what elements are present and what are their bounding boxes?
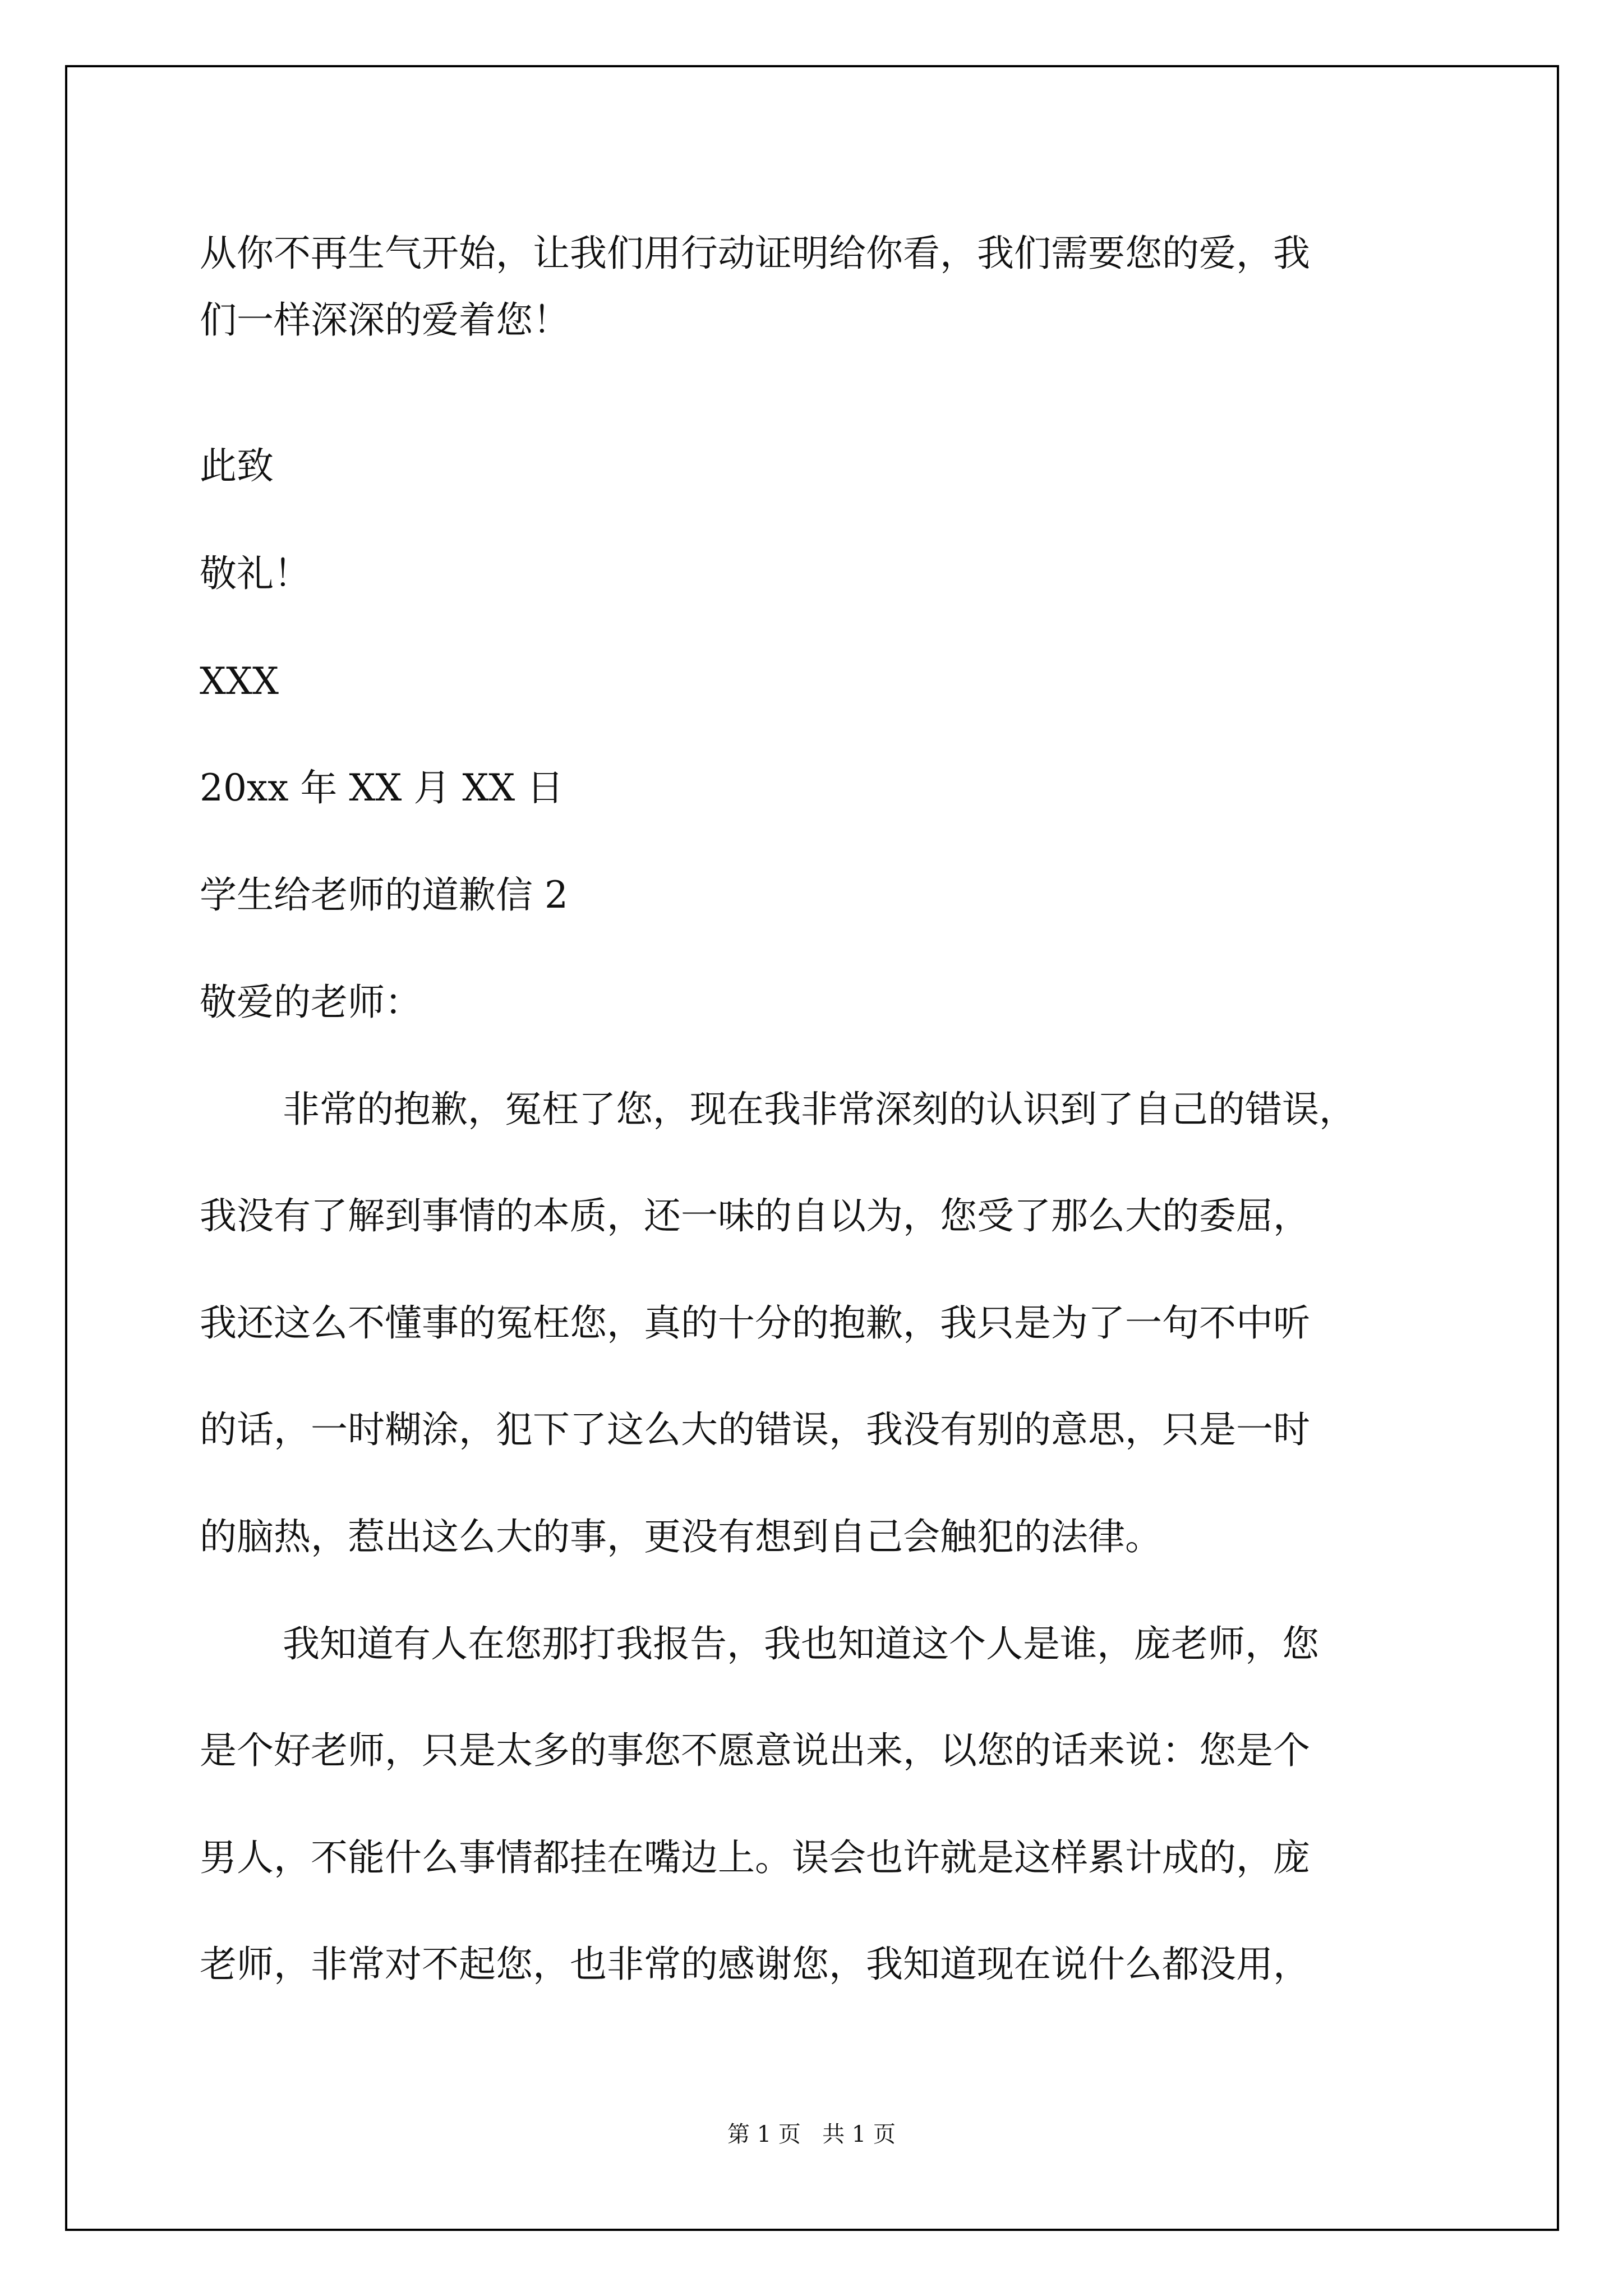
- closing-salutation: 此致: [200, 444, 274, 487]
- text-line: 从你不再生气开始，让我们用行动证明给你看，我们需要您的爱，我: [200, 232, 1310, 275]
- text-line: 是个好老师，只是太多的事您不愿意说出来，以您的话来说：您是个: [200, 1729, 1310, 1772]
- text-line: 们一样深深的爱着您！: [200, 298, 570, 342]
- letter-date: 20xx 年 XX 月 XX 日: [200, 766, 564, 809]
- text-line: 我还这么不懂事的冤枉您，真的十分的抱歉，我只是为了一句不中听: [200, 1301, 1310, 1345]
- section-heading: 学生给老师的道歉信 2: [200, 873, 568, 917]
- page-number-footer: 第 1 页 共 1 页: [727, 2122, 896, 2147]
- text-line: 老师，非常对不起您，也非常的感谢您，我知道现在说什么都没用，: [200, 1943, 1310, 1986]
- text-line: 我没有了解到事情的本质，还一味的自以为，您受了那么大的委屈，: [200, 1194, 1310, 1237]
- text-line: 的话，一时糊涂，犯下了这么大的错误，我没有别的意思，只是一时: [200, 1408, 1310, 1451]
- page-border: [65, 65, 1559, 2231]
- text-line: 我知道有人在您那打我报告，我也知道这个人是谁，庞老师，您: [283, 1622, 1319, 1665]
- letter-greeting: 敬爱的老师：: [200, 981, 422, 1024]
- text-line: 的脑热，惹出这么大的事，更没有想到自己会触犯的法律。: [200, 1515, 1162, 1558]
- signature-name: XXX: [200, 660, 279, 703]
- text-line: 非常的抱歉，冤枉了您，现在我非常深刻的认识到了自己的错误，: [283, 1088, 1356, 1131]
- text-line: 男人，不能什么事情都挂在嘴边上。误会也许就是这样累计成的，庞: [200, 1836, 1310, 1879]
- closing-regards: 敬礼！: [200, 552, 311, 595]
